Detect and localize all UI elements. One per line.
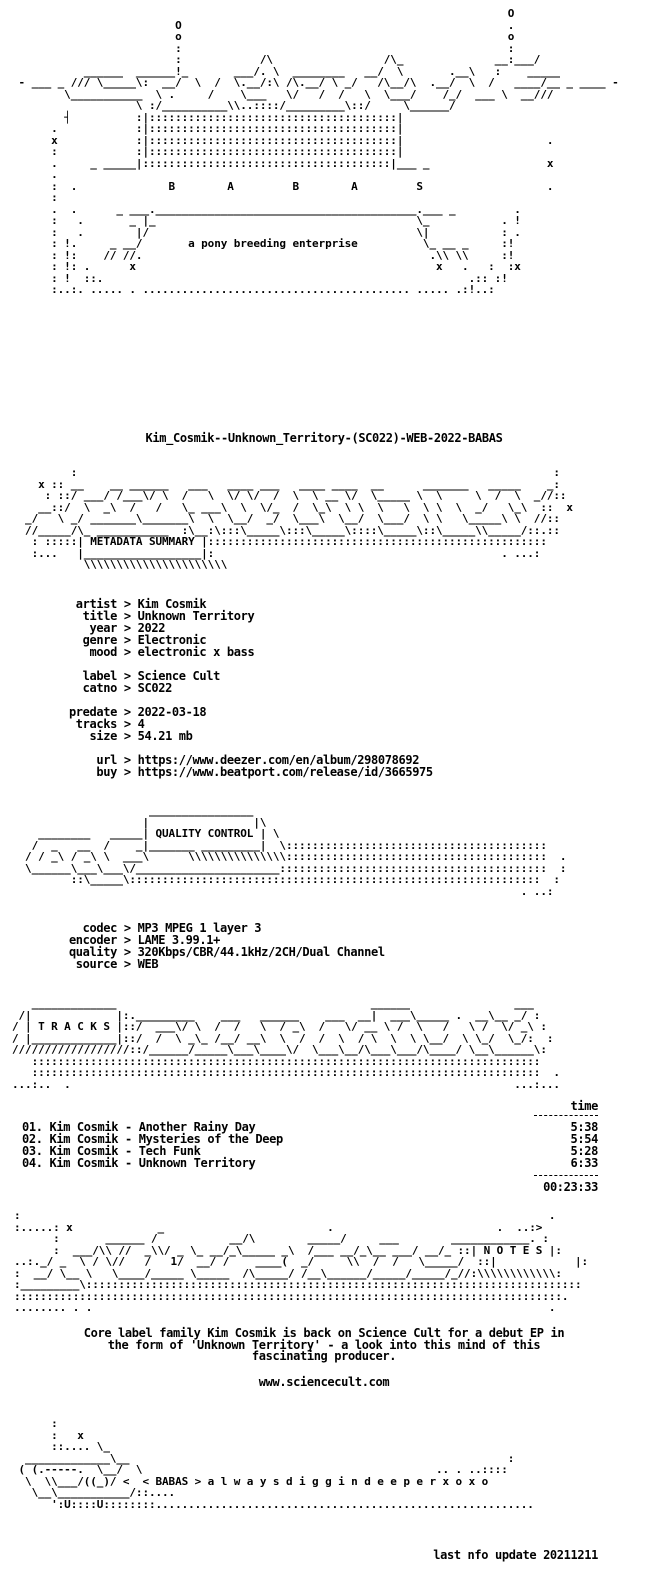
- field-mood-key: mood: [89, 645, 117, 659]
- notes-banner: : . :.....: x _ . . ..:> : ______ / __/\ _____/ ___ ____________. : : ___/\\ // _\\/ _ \_ __/_\_____ _\ /___ __/_\__ ___/ __/_ ::| N O T E S |: ..:._/ _ \ / \// / 1/ __/ / ____( _/ \\ / / \_____/ ::| |: : __/ \__ \ \____/_____ \_____ /\_____/ /__\______/_____/_____/_//:\\\\\\\\\\\\: :_________\:::::::::::::::::::::::::::::::::::::::::::::::::::::::::::::::::::::::::::: ::::::::::::::::::::::::::::::::::::::::::::::::::::::::::::::::::::::::::::::::::::. ........ . . .: [14, 1209, 588, 1314]
- field-artist-value: Kim Cosmik: [137, 597, 207, 611]
- field-encoder-key: encoder: [68, 933, 117, 947]
- field-title-key: title: [82, 609, 117, 623]
- release-name: Kim_Cosmik--Unknown_Territory-(SC022)-WEB-2022-BABAS: [145, 431, 503, 445]
- field-artist-key: artist: [75, 597, 117, 611]
- field-buy-key: buy: [96, 765, 117, 779]
- field-genre-key: genre: [82, 633, 117, 647]
- quality-control-banner: ________________ | |\ ________ _____| QUALITY CONTROL | \ / _ __ / _|_______ _________| \:::::::::::::::::::::::::::::::::::::::: / / _\ / _\ \ ___\ \\\\\\\\\\\\\\\:::::::::::::::::::::::::::::::::::::::: . \______\___\___\/______________________::::::::::::::::::::::::::::::::::::::::: : ::\_____\::::::::::::::::::::::::::::::::::::::::::::::::::::::::::::::: : . ..:: [25, 804, 567, 898]
- metadata-summary-banner: : : x :: __ __ ______ ___ ____ ___ ____ ____ __ _______ _____ _: : ::/ ___/ /___\/ \ / \ \/ \/ / \ \ __ \/ \_____ \ \ \ / \ _//:: __::/ \ _\ / / \_ ___\ \ \/_ / \_\ \ \ \ \ \ \ \ _/ \_\ :: x _/ \ _/ _______\_______\ \ \__/ _/ \___\ \__/ \___/ \ \ \_____\ \ //:: //_____/\_ ___________ :\__:\:::\_____\:::\_____\::::\_____\::\_____\\_____/::.:: : :::::| METADATA SUMMARY |:::::::::::::::::::::::::::::::::::::::::::::::::::: :... |__________________|: . ...: \\\\\\\\\\\\\\\\\\\\\\: [25, 466, 573, 571]
- field-catno-value: SC022: [137, 681, 172, 695]
- field-label-value: Science Cult: [137, 669, 220, 683]
- field-source-value: WEB: [137, 957, 159, 971]
- field-year-key: year: [89, 621, 117, 635]
- field-quality-key: quality: [68, 945, 117, 959]
- track-time: 5:28: [570, 1144, 598, 1158]
- field-genre-value: Electronic: [137, 633, 207, 647]
- track-title: 03. Kim Cosmik - Tech Funk: [22, 1144, 201, 1158]
- total-time-divider: [534, 1175, 598, 1176]
- field-tracks-key: tracks: [75, 717, 117, 731]
- field-url-key: url: [96, 753, 117, 767]
- track-title: 02. Kim Cosmik - Mysteries of the Deep: [22, 1132, 283, 1146]
- field-size-value: 54.21 mb: [137, 729, 193, 743]
- track-title: 04. Kim Cosmik - Unknown Territory: [22, 1156, 256, 1170]
- field-quality-value: 320Kbps/CBR/44.1kHz/2CH/Dual Channel: [137, 945, 385, 959]
- field-year-value: 2022: [137, 621, 166, 635]
- field-mood-value: electronic x bass: [137, 645, 255, 659]
- quality-field-list: codec > MP3 MPEG 1 layer 3 encoder > LAME 3.99.1+ quality > 320Kbps/CBR/44.1kHz/2CH/Dual Channel source > WEB: [40, 922, 385, 970]
- field-tracks-value: 4: [137, 717, 145, 731]
- field-buy-link[interactable]: https://www.beatport.com/release/id/3665975: [137, 765, 433, 779]
- last-update-text: last nfo update 20211211: [433, 1548, 598, 1562]
- track-title: 01. Kim Cosmik - Another Rainy Day: [22, 1120, 256, 1134]
- notes-text: Core label family Kim Cosmik is back on Science Cult for a debut EP in the form of 'Unknown Territory' - a look into this mind of this fascinating producer.: [83, 1326, 565, 1363]
- field-title-value: Unknown Territory: [137, 609, 255, 623]
- tracklist: [22, 1100, 598, 1193]
- field-label-key: label: [82, 669, 117, 683]
- field-encoder-value: LAME 3.99.1+: [137, 933, 220, 947]
- metadata-field-list: artist > Kim Cosmik title > Unknown Territory year > 2022 genre > Electronic mood > electronic x bass label > Science Cult catno > SC022 predate > 2022-03-18 tracks > 4 size > 54.21 mb url > https://www.deezer.com/en/album/298078692 buy > https://www.beatport.com/release/id/3665975: [40, 598, 433, 778]
- track-time: 6:33: [570, 1156, 598, 1170]
- notes-website-link[interactable]: www.sciencecult.com: [258, 1375, 390, 1389]
- field-codec-key: codec: [82, 921, 117, 935]
- field-predate-key: predate: [68, 705, 117, 719]
- track-row: [22, 1157, 598, 1169]
- time-header-divider: [534, 1115, 598, 1116]
- total-time: 00:23:33: [543, 1180, 598, 1194]
- track-time: 5:38: [570, 1120, 598, 1134]
- field-codec-value: MP3 MPEG 1 layer 3: [137, 921, 262, 935]
- field-url-link[interactable]: https://www.deezer.com/en/album/298078692: [137, 753, 420, 767]
- time-column-header: time: [570, 1099, 598, 1113]
- field-size-key: size: [89, 729, 117, 743]
- header-ascii-art: O O . o o : : : /\ /\_ __:___/ ______ ______!_ ___/. \ ________ __/ \ .__\ : _____ - ___ _ /// \_____\: __/ \ / \.__/:\ /\.__/ \ _/ /\__/\ .__/ \ / ____/__ _ ____ - \___________ \ . / \___ \/ / / \ \___/ /_/ ___ \ __/// \ :/__________\\..::::/_________\::/ \______/ ┤ :|::::::::::::::::::::::::::::::::::::::| . :|::::::::::::::::::::::::::::::::::::::| x :|::::::::::::::::::::::::::::::::::::::| . : :|::::::::::::::::::::::::::::::::::::::| . _ _____|::::::::::::::::::::::::::::::::::::::|___ _ x . : . B A B A S . : . . _ ___.________________________________________.___ _ . : . _ |_ \_ . ! : . |/ \| : . : !. _ __/ a pony breeding enterprise \_ __ _ :! : !: // //. .\\ \\ :! : !: . x x . : :x : ! ::. .:: :! :..:. ..... . ......................................... ..... .:!..:: [18, 7, 619, 296]
- field-source-key: source: [75, 957, 117, 971]
- field-catno-key: catno: [82, 681, 117, 695]
- tracks-banner: _____________ ______ ___ /| |:._________ ___ ______ ___ __| ___\_____ . __\__ _/ : / | T R A C K S |::/ ___\/ \ / / \ / _\ / \/ __ \ / \ / \ / \/ _\ : / |_____________|::/ / \ _\_ /__/ __\ \ / / \ / \ \ \ \__/ \ \_/ \_/: : //////////////////::/______/_____\___\____\/ \___\__/\___\___/\____/ \__\______\: :::::::::::::::::::::::::::::::::::::::::::::::::::::::::::::::::::::::::::::: :::::::::::::::::::::::::::::::::::::::::::::::::::::::::::::::::::::::::::::: . ...:.. . ...:...: [12, 997, 560, 1091]
- field-predate-value: 2022-03-18: [137, 705, 207, 719]
- footer-ascii-art: : : x ::.... \_ _____________\__ : ( (.-----. \__/ \ .. . ..:::: \ \\___/((_)/ < < BABAS > a l w a y s d i g g i n d e e p e r x o x o \__\___________/::.... ':U::::U::::::::..........................................................: [18, 1417, 534, 1511]
- track-time: 5:54: [570, 1132, 598, 1146]
